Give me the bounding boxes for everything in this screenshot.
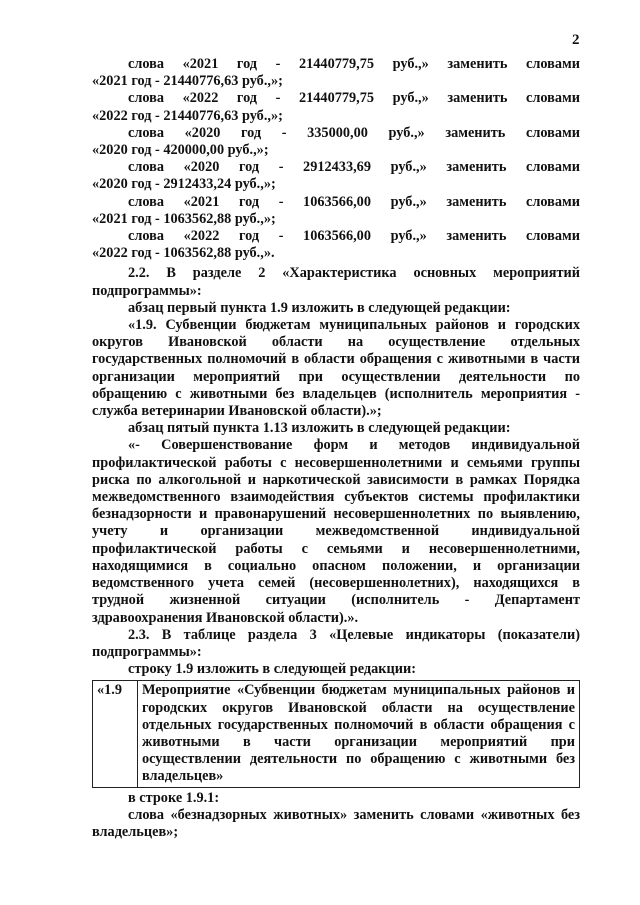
page-number: 2: [572, 32, 580, 48]
paragraph-text: абзац первый пункта 1.9 изложить в следующей редакции:: [128, 299, 511, 316]
table-cell-number: «1.9: [93, 681, 138, 787]
paragraph: [92, 420, 580, 437]
indicator-table: [92, 680, 580, 787]
replace-line: слова «2020 год - 2912433,69 руб.,» заменить словами: [128, 159, 580, 176]
document-body: [92, 56, 580, 841]
paragraph-text: слова «безнадзорных животных» заменить словами «животных без владельцев»;: [92, 806, 580, 840]
section-2-2-heading: [92, 265, 580, 299]
quoted-text: «- Совершенствование форм и методов индивидуальной профилактической работы с несовершеннолетними и семьями группы риска по алкогольной и наркотической зависимости в рамках Порядка межведомственного взаимодействия субъектов системы профилактики безнадзорности и правонарушений несовершеннолетних по выявлению, учету и организации межведомственной индивидуальной профилактической работы с семьями и несовершеннолетними, находящимися в социально опасном положении, и организации ведомственного учета семей (несовершеннолетних), находящихся в трудной жизненной ситуации (исполнитель - Департамент здравоохранения Ивановской области).».: [92, 437, 580, 626]
replace-line: слова «2022 год - 1063566,00 руб.,» заменить словами: [128, 228, 580, 245]
paragraph: [92, 790, 580, 807]
replace-line: слова «2022 год - 21440779,75 руб.,» заменить словами: [128, 90, 580, 107]
paragraph-text: строку 1.9 изложить в следующей редакции:: [128, 661, 416, 678]
quoted-paragraph-1-9: [92, 317, 580, 420]
quoted-text: «1.9. Субвенции бюджетам муниципальных районов и городских округов Ивановской области на осуществление отдельных государственных полномочий в области обращения с животными в части организации мероприятий при осуществлении деятельности по обращению с животными без владельцев (исполнитель мероприятия - служба ветеринарии Ивановской области).»;: [92, 317, 580, 420]
quoted-paragraph-1-13: [92, 437, 580, 626]
replace-line: слова «2021 год - 1063566,00 руб.,» заменить словами: [128, 193, 580, 210]
section-heading-text: 2.3. В таблице раздела 3 «Целевые индикаторы (показатели) подпрограммы»:: [92, 626, 580, 660]
paragraph: [92, 661, 580, 678]
paragraph-text: в строке 1.9.1:: [128, 789, 220, 806]
table-row: [93, 681, 580, 787]
table-cell-text: Мероприятие «Субвенции бюджетам муниципальных районов и городских округов Ивановской области на осуществление отдельных государственных полномочий в области обращения с животными в части организации мероприятий при осуществлении деятельности по обращению с животными без владельцев»: [138, 681, 580, 787]
replace-value: «2020 год - 420000,00 руб.,»;: [92, 142, 269, 159]
section-heading-text: 2.2. В разделе 2 «Характеристика основных мероприятий подпрограммы»:: [92, 265, 580, 299]
paragraph: [92, 807, 580, 841]
replace-line: слова «2021 год - 21440779,75 руб.,» заменить словами: [128, 56, 580, 72]
replace-value: «2021 год - 21440776,63 руб.,»;: [92, 73, 283, 90]
paragraph: [92, 300, 580, 317]
replace-value: «2022 год - 1063562,88 руб.,».: [92, 245, 275, 262]
replace-value: «2021 год - 1063562,88 руб.,»;: [92, 210, 276, 227]
paragraph-text: абзац пятый пункта 1.13 изложить в следующей редакции:: [128, 420, 511, 437]
section-2-3-heading: [92, 627, 580, 661]
replace-line: слова «2020 год - 335000,00 руб.,» заменить словами: [128, 124, 580, 141]
replace-value: «2022 год - 21440776,63 руб.,»;: [92, 107, 283, 124]
replace-value: «2020 год - 2912433,24 руб.,»;: [92, 176, 276, 193]
